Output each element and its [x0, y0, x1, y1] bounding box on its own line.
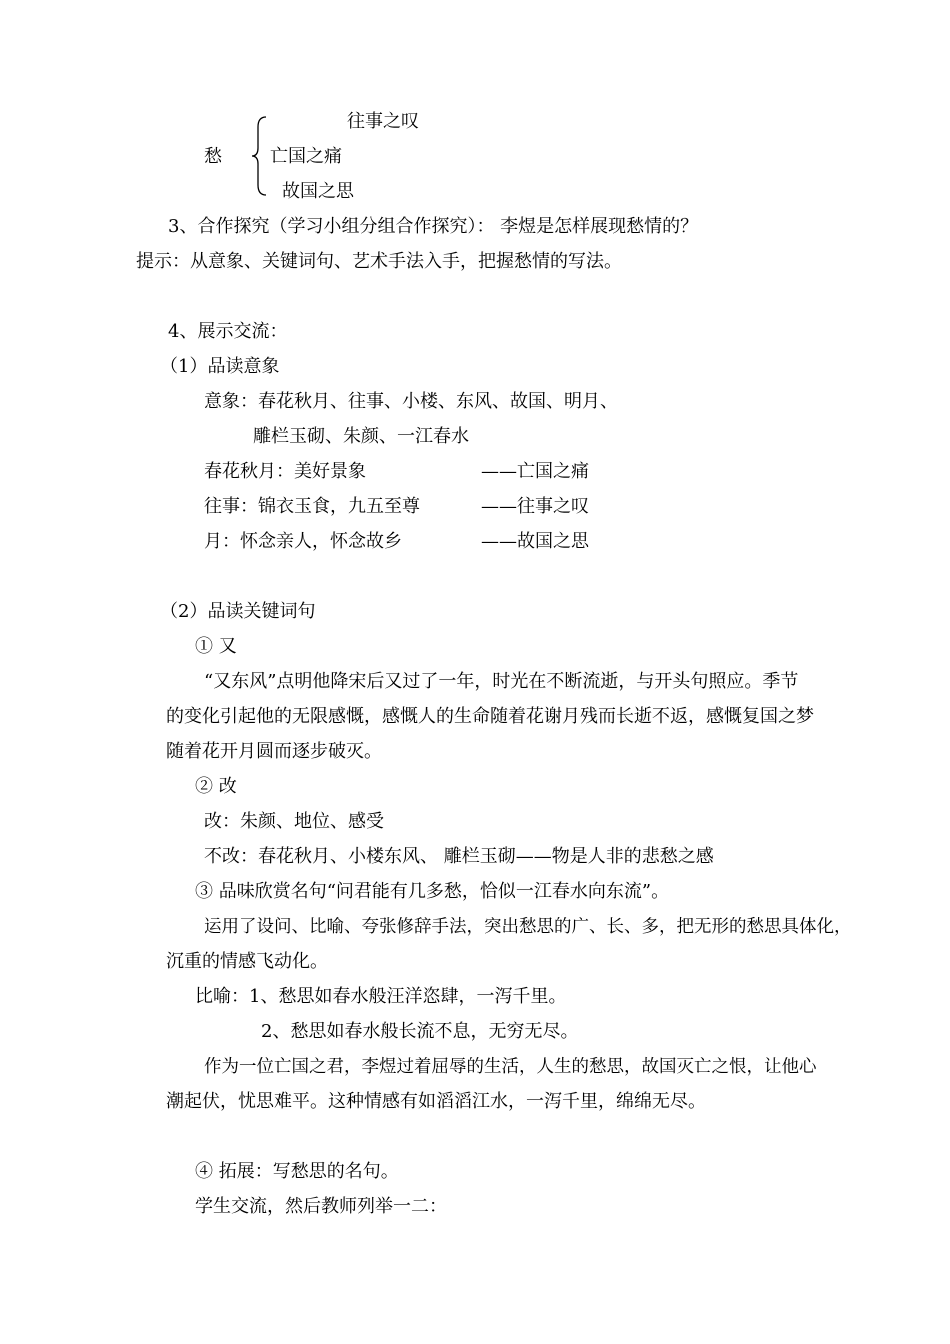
diagram-branch-1: 往事之叹: [347, 111, 419, 132]
metaphor-1: 比喻：1、愁思如春水般汪洋恣肆，一泻千里。: [195, 986, 567, 1007]
item3-line-1: 运用了设问、比喻、夸张修辞手法，突出愁思的广、长、多，把无形的愁思具体化，: [204, 917, 852, 937]
section3-hint: 提示：从意象、关键词句、艺术手法入手，把握愁情的写法。: [136, 251, 622, 272]
item2-unchanged: 不改：春花秋月、小楼东风、 雕栏玉砌——物是人非的悲愁之感: [204, 846, 714, 867]
part2-heading: （2）品读关键词句: [160, 601, 316, 622]
item1-line-3: 随着花开月圆而逐步破灭。: [166, 741, 382, 762]
item1-line-2: 的变化引起他的无限感慨，感慨人的生命随着花谢月残而长逝不返，感慨复国之梦: [166, 706, 814, 727]
pair-right-1: ——亡国之痛: [481, 461, 589, 482]
item3-summary-2: 潮起伏，忧思难平。这种情感有如滔滔江水，一泻千里，绵绵无尽。: [166, 1091, 706, 1112]
item2-changed: 改：朱颜、地位、感受: [204, 811, 384, 832]
item1-line-1: “又东风”点明他降宋后又过了一年，时光在不断流逝，与开头句照应。季节: [204, 671, 799, 692]
item1-title: ① 又: [195, 636, 237, 657]
pair-left-1: 春花秋月：美好景象: [204, 461, 366, 482]
brace-icon: [250, 115, 270, 197]
item3-line-2: 沉重的情感飞动化。: [166, 951, 328, 972]
item2-title: ② 改: [195, 776, 237, 797]
item4-title: ④ 拓展：写愁思的名句。: [195, 1161, 399, 1182]
diagram-root: 愁: [204, 146, 222, 167]
pair-left-3: 月：怀念亲人，怀念故乡: [204, 531, 402, 552]
section3-question: 3、合作探究（学习小组分组合作探究）： 李煜是怎样展现愁情的？: [168, 216, 699, 237]
diagram-branch-3: 故国之思: [282, 181, 354, 202]
pair-right-3: ——故国之思: [481, 531, 589, 552]
metaphor-2: 2、愁思如春水般长流不息，无穷无尽。: [261, 1021, 579, 1042]
section4-heading: 4、展示交流：: [168, 321, 288, 342]
pair-right-2: ——往事之叹: [481, 496, 589, 517]
diagram-branch-2: 亡国之痛: [270, 146, 342, 167]
images-line-1: 意象：春花秋月、往事、小楼、东风、故国、明月、: [204, 391, 618, 412]
pair-left-2: 往事：锦衣玉食，九五至尊: [204, 496, 420, 517]
item3-title: ③ 品味欣赏名句“问君能有几多愁，恰似一江春水向东流”。: [195, 881, 670, 902]
part1-heading: （1）品读意象: [160, 356, 280, 377]
images-line-2: 雕栏玉砌、朱颜、一江春水: [253, 426, 469, 447]
item4-text: 学生交流，然后教师列举一二：: [195, 1196, 447, 1217]
item3-summary-1: 作为一位亡国之君，李煜过着屈辱的生活，人生的愁思，故国灭亡之恨，让他心: [204, 1057, 817, 1077]
